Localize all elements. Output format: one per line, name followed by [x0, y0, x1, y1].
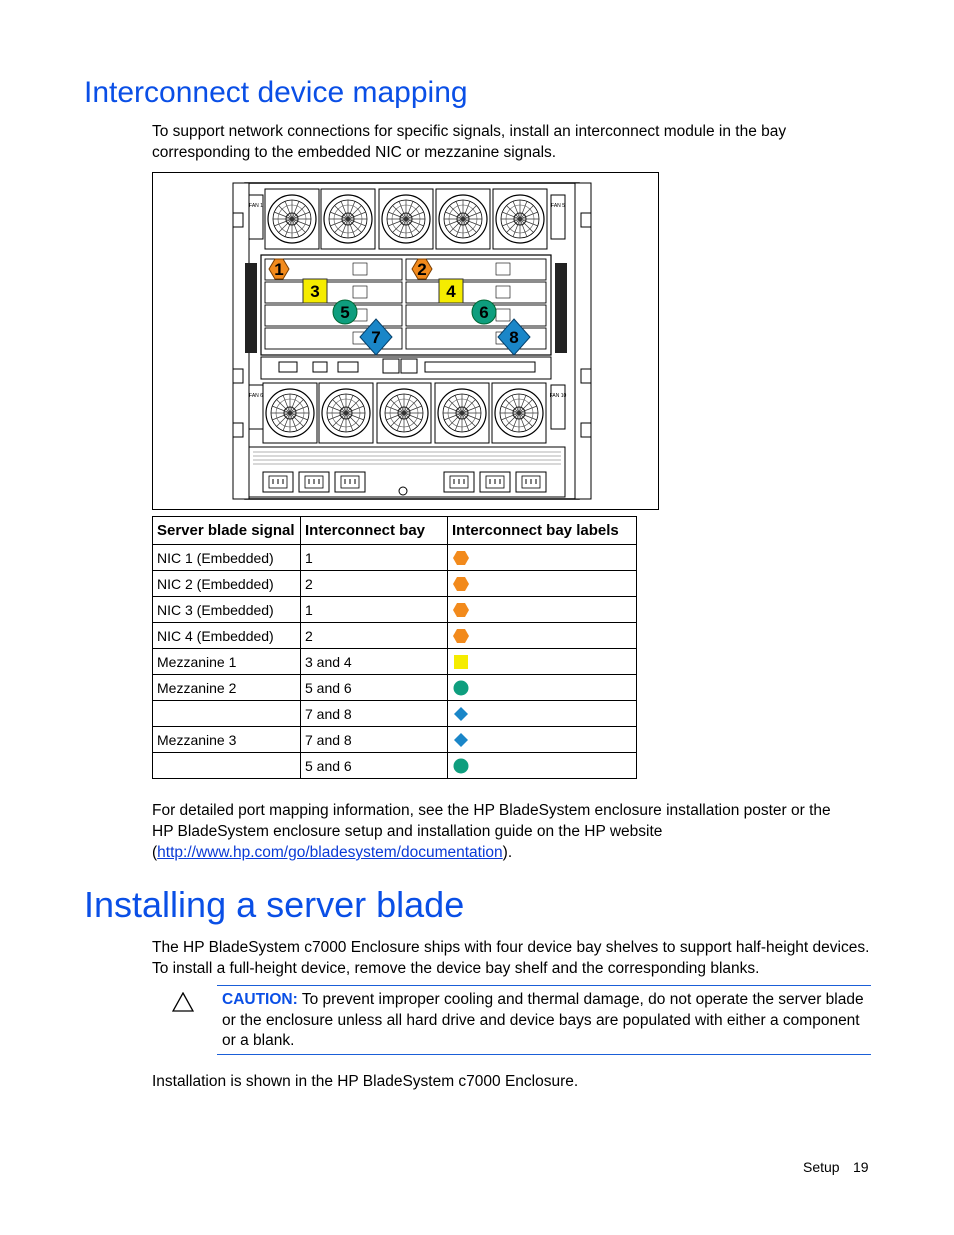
table-header-row: [153, 517, 637, 545]
table-header: Interconnect bay labels: [448, 517, 637, 545]
caution-text-1: To prevent improper cooling and thermal damage, do not operate the server blade: [301, 991, 864, 1008]
enclosure-figure: [152, 172, 659, 510]
label-cell: [448, 649, 637, 675]
paren-close: ).: [502, 844, 513, 861]
callout-5: [333, 300, 357, 324]
caution-line-3: or a blank.: [222, 1032, 295, 1049]
table-row: [153, 545, 637, 571]
section-title-interconnect: Interconnect device mapping: [84, 76, 468, 109]
port-mapping-line-3: [152, 842, 512, 863]
signal-cell: NIC 3 (Embedded): [153, 597, 301, 623]
table-header: Server blade signal: [153, 517, 301, 545]
label-cell: [448, 545, 637, 571]
callout-3: [303, 279, 327, 303]
svg-text:1: 1: [274, 260, 284, 279]
orange-hexagon-icon: [452, 550, 470, 566]
bay-cell: 7 and 8: [301, 727, 448, 753]
label-cell: [448, 727, 637, 753]
table-row: [153, 753, 637, 779]
label-cell: [448, 753, 637, 779]
caution-line-1: [222, 989, 864, 1010]
section-title-installing: Installing a server blade: [84, 884, 465, 925]
table-row: [153, 727, 637, 753]
blue-diamond-icon: [452, 732, 470, 748]
signal-cell: NIC 1 (Embedded): [153, 545, 301, 571]
port-mapping-line-1: For detailed port mapping information, see the HP BladeSystem enclosure installation poster or the: [152, 802, 831, 819]
fan-label-1: FAN 1: [249, 203, 263, 209]
bottom-fan-row: [263, 383, 546, 443]
bay-cell: 1: [301, 545, 448, 571]
bay-cell: 7 and 8: [301, 701, 448, 727]
orange-hexagon-icon: [452, 602, 470, 618]
footer-section: Setup: [803, 1159, 840, 1175]
orange-hexagon-icon: [452, 576, 470, 592]
install-closing: Installation is shown in the HP BladeSystem c7000 Enclosure.: [152, 1073, 579, 1090]
bay-cell: 2: [301, 571, 448, 597]
svg-text:5: 5: [340, 303, 350, 322]
signal-cell: [153, 753, 301, 779]
bay-cell: 3 and 4: [301, 649, 448, 675]
label-cell: [448, 597, 637, 623]
bay-cell: 5 and 6: [301, 753, 448, 779]
label-cell: [448, 571, 637, 597]
teal-circle-icon: [452, 680, 470, 696]
table-row: [153, 623, 637, 649]
signal-cell: Mezzanine 3: [153, 727, 301, 753]
fan-label-5: FAN 5: [551, 203, 565, 209]
orange-hexagon-icon: [452, 628, 470, 644]
port-mapping-line-2: HP BladeSystem enclosure setup and installation guide on the HP website: [152, 823, 663, 840]
table-row: [153, 571, 637, 597]
bay-cell: 5 and 6: [301, 675, 448, 701]
signal-cell: Mezzanine 1: [153, 649, 301, 675]
documentation-link[interactable]: http://www.hp.com/go/bladesystem/documentation: [157, 844, 503, 861]
callout-4: [439, 279, 463, 303]
svg-text:3: 3: [310, 282, 320, 301]
caution-label: CAUTION:: [222, 991, 298, 1008]
svg-text:8: 8: [509, 328, 519, 347]
caution-triangle-icon: [172, 992, 194, 1012]
table-row: [153, 597, 637, 623]
install-line-2: To install a full-height device, remove the device bay shelf and the corresponding blanks.: [152, 960, 760, 977]
label-cell: [448, 701, 637, 727]
footer-page-number: 19: [853, 1159, 869, 1175]
teal-circle-icon: [452, 758, 470, 774]
svg-text:4: 4: [446, 282, 456, 301]
callout-6: [472, 300, 496, 324]
paren-open: (: [152, 844, 158, 861]
yellow-square-icon: [452, 654, 470, 670]
label-cell: [448, 623, 637, 649]
label-cell: [448, 675, 637, 701]
table-header: Interconnect bay: [301, 517, 448, 545]
intro-line-1: To support network connections for specific signals, install an interconnect module in the bay: [152, 123, 787, 140]
table-row: [153, 649, 637, 675]
svg-text:2: 2: [417, 260, 427, 279]
intro-line-2: corresponding to the embedded NIC or mezzanine signals.: [152, 144, 557, 161]
table-row: [153, 701, 637, 727]
bay-cell: 1: [301, 597, 448, 623]
fan-label-10: FAN 10: [549, 393, 567, 399]
install-line-1: The HP BladeSystem c7000 Enclosure ships with four device bay shelves to support half-height devices.: [152, 939, 870, 956]
signal-cell: NIC 4 (Embedded): [153, 623, 301, 649]
enclosure-rear-diagram: [153, 173, 658, 509]
top-fan-row: [265, 189, 547, 249]
svg-text:6: 6: [479, 303, 489, 322]
bay-cell: 2: [301, 623, 448, 649]
svg-text:7: 7: [371, 328, 381, 347]
interconnect-mapping-table: [152, 516, 637, 779]
signal-cell: NIC 2 (Embedded): [153, 571, 301, 597]
blue-diamond-icon: [452, 706, 470, 722]
caution-line-2: or the enclosure unless all hard drive and device bays are populated with either a component: [222, 1012, 860, 1029]
table-row: [153, 675, 637, 701]
signal-cell: Mezzanine 2: [153, 675, 301, 701]
signal-cell: [153, 701, 301, 727]
fan-label-6: FAN 6: [249, 393, 263, 399]
